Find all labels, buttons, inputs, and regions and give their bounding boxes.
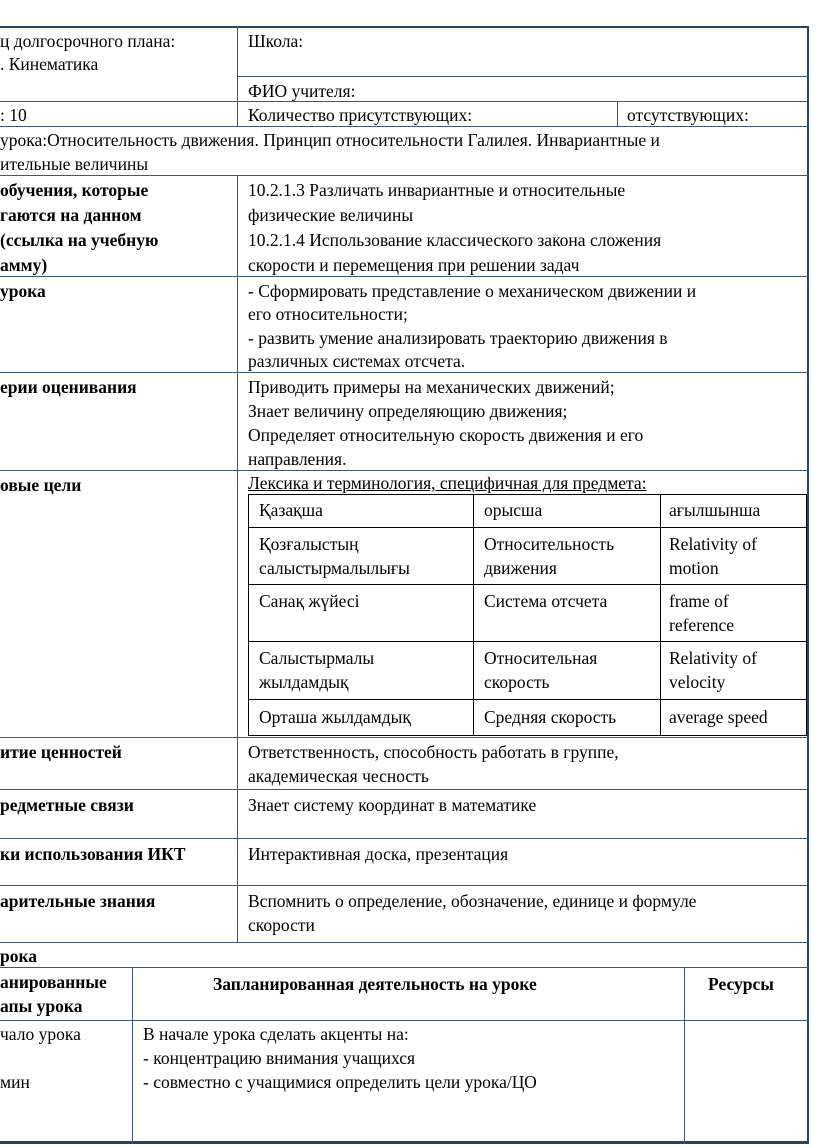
present-count-label: Количество присутствующих: bbox=[248, 105, 473, 125]
lesson-goals-text: - развить умение анализировать траекторию движения в bbox=[248, 328, 668, 348]
vocabulary-cell: Относительная bbox=[484, 648, 598, 668]
prior-knowledge-label: арительные знания bbox=[0, 891, 156, 911]
criteria-label: ерии оценивания bbox=[0, 377, 137, 397]
criteria-text: Приводить примеры на механических движений; bbox=[248, 377, 615, 397]
stage-text: чало урока bbox=[0, 1024, 81, 1044]
vocabulary-cell: салыстырмалылығы bbox=[259, 558, 410, 578]
values-text: Ответственность, способность работать в группе, bbox=[248, 742, 619, 762]
activity-text: - концентрацию внимания учащихся bbox=[143, 1048, 416, 1068]
ict-text: Интерактивная доска, презентация bbox=[248, 844, 509, 864]
row-divider bbox=[0, 967, 809, 968]
vocabulary-table bbox=[248, 494, 807, 736]
vocabulary-cell: Relativity of bbox=[669, 648, 757, 668]
lesson-topic-line: ительные величины bbox=[0, 154, 149, 174]
resources-header: Ресурсы bbox=[708, 974, 774, 994]
vocabulary-cell: Система отсчета bbox=[484, 591, 608, 611]
row-divider bbox=[0, 942, 809, 943]
values-text: академическая чесность bbox=[248, 766, 429, 786]
teacher-label: ФИО учителя: bbox=[248, 81, 356, 101]
criteria-text: Знает величину определяющию движения; bbox=[248, 401, 568, 421]
objectives-label: амму) bbox=[0, 255, 48, 275]
vocabulary-cell: скорость bbox=[484, 672, 550, 692]
lesson-course-label: рока bbox=[0, 946, 38, 966]
criteria-text: направления. bbox=[248, 449, 347, 469]
vocabulary-row-divider bbox=[248, 641, 807, 642]
lesson-goals-label: урока bbox=[0, 281, 46, 301]
vocabulary-cell: Санақ жүйесі bbox=[259, 591, 360, 611]
school-label: Школа: bbox=[248, 31, 304, 51]
objectives-text: физические величины bbox=[248, 205, 414, 225]
stage-duration: мин bbox=[0, 1072, 30, 1092]
class-label: : 10 bbox=[0, 105, 27, 125]
column-divider bbox=[237, 26, 238, 126]
objectives-text: 10.2.1.3 Различать инвариантные и относительные bbox=[248, 180, 626, 200]
language-goals-label: овые цели bbox=[0, 475, 82, 495]
row-divider bbox=[0, 885, 809, 886]
lesson-topic-line: урока:Относительность движения. Принцип относительности Галилея. Инвариантные и bbox=[0, 130, 660, 150]
values-label: итие ценностей bbox=[0, 742, 122, 762]
column-divider bbox=[132, 967, 133, 1144]
row-divider bbox=[0, 838, 809, 839]
lesson-goals-text: - Сформировать представление о механическом движении и bbox=[248, 281, 697, 301]
vocabulary-row-divider bbox=[248, 584, 807, 585]
vocabulary-cell: Средняя скорость bbox=[484, 707, 617, 727]
vocabulary-cell: velocity bbox=[669, 672, 726, 692]
objectives-text: скорости и перемещения при решении задач bbox=[248, 255, 580, 275]
vocabulary-cell: motion bbox=[669, 558, 719, 578]
objectives-label: обучения, которые bbox=[0, 180, 149, 200]
objectives-text: 10.2.1.4 Использование классического закона сложения bbox=[248, 230, 662, 250]
objectives-label: гаются на данном bbox=[0, 205, 142, 225]
criteria-text: Определяет относительную скорость движения и его bbox=[248, 425, 644, 445]
vocabulary-row-divider bbox=[248, 699, 807, 700]
long-term-plan-value: . Кинематика bbox=[0, 54, 99, 74]
vocabulary-intro: Лексика и терминология, специфичная для предмета: bbox=[248, 473, 647, 493]
row-divider bbox=[0, 737, 809, 738]
long-term-plan-label: ц долгосрочного плана: bbox=[0, 31, 176, 51]
vocabulary-header-english: ағылшынша bbox=[669, 500, 761, 520]
vocabulary-cell: движения bbox=[484, 558, 557, 578]
vocabulary-cell: Орташа жылдамдық bbox=[259, 707, 411, 727]
vocabulary-header-kazakh: Қазақша bbox=[259, 500, 323, 520]
column-divider bbox=[237, 175, 238, 942]
lesson-goals-text: различных системах отсчета. bbox=[248, 351, 466, 371]
activity-text: В начале урока сделать акценты на: bbox=[143, 1024, 409, 1044]
prior-knowledge-text: скорости bbox=[248, 915, 315, 935]
planned-activity-header: Запланированная деятельность на уроке bbox=[213, 974, 537, 994]
vocabulary-cell: Relativity of bbox=[669, 534, 757, 554]
ict-label: ки использования ИКТ bbox=[0, 844, 186, 864]
row-divider bbox=[0, 1020, 809, 1021]
vocabulary-header-russian: орысша bbox=[484, 500, 543, 520]
vocabulary-cell: Салыстырмалы bbox=[259, 648, 375, 668]
planned-stages-header: анированные bbox=[0, 972, 107, 992]
absent-count-label: отсутствующих: bbox=[627, 105, 749, 125]
crosslinks-text: Знает систему координат в математике bbox=[248, 795, 537, 815]
lesson-goals-text: его относительности; bbox=[248, 304, 408, 324]
vocabulary-cell: average speed bbox=[669, 707, 768, 727]
vocabulary-cell: жылдамдық bbox=[259, 672, 349, 692]
vocabulary-cell: Относительность bbox=[484, 534, 615, 554]
row-divider bbox=[237, 76, 809, 77]
row-divider bbox=[0, 789, 809, 790]
vocabulary-row-divider bbox=[248, 527, 807, 528]
column-divider bbox=[684, 967, 685, 1144]
activity-text: - совместно с учащимися определить цели урока/ЦО bbox=[143, 1072, 537, 1092]
prior-knowledge-text: Вспомнить о определение, обозначение, единице и формуле bbox=[248, 891, 697, 911]
vocabulary-cell: reference bbox=[669, 615, 735, 635]
objectives-label: (ссылка на учебную bbox=[0, 230, 159, 250]
vocabulary-cell: frame of bbox=[669, 591, 729, 611]
row-divider bbox=[0, 101, 809, 102]
column-divider bbox=[617, 101, 618, 126]
crosslinks-label: редметные связи bbox=[0, 795, 134, 815]
vocabulary-cell: Қозғалыстың bbox=[259, 534, 359, 554]
planned-stages-header: апы урока bbox=[0, 996, 83, 1016]
